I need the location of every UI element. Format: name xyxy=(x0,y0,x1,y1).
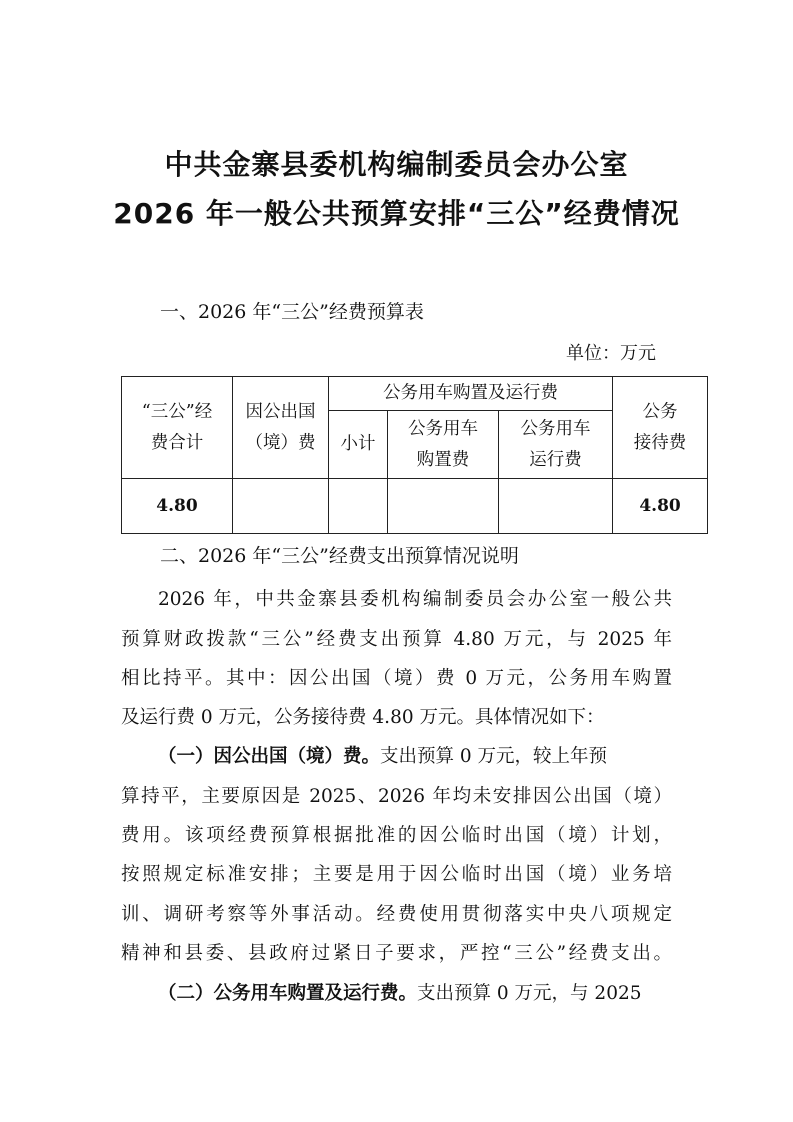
paragraph-3-line: （二）公务用车购置及运行费。支出预算 0 万元，与 2025 xyxy=(158,983,642,1004)
unit-label: 单位：万元 xyxy=(566,343,656,364)
header-vehicle-group: 公务用车购置及运行费 xyxy=(329,377,613,411)
header-abroad: 因公出国 （境）费 xyxy=(233,377,329,479)
document-title-line-1: 中共金寨县委机构编制委员会办公室 xyxy=(164,148,629,181)
value-total: 4.80 xyxy=(122,479,233,534)
budget-table xyxy=(121,376,708,534)
paragraph-2-label: （一）因公出国（境）费。 xyxy=(158,746,381,767)
paragraph-1-line: 2026 年，中共金寨县委机构编制委员会办公室一般公共 xyxy=(158,589,672,610)
value-vehicle-purchase xyxy=(388,479,499,534)
paragraph-2-line: 精神和县委、县政府过紧日子要求，严控“三公”经费支出。 xyxy=(121,943,672,964)
value-vehicle-operation xyxy=(499,479,613,534)
paragraph-2-line: 训、调研考察等外事活动。经费使用贯彻落实中央八项规定 xyxy=(121,904,672,925)
document-title-line-2: 2026 年一般公共预算安排“三公”经费情况 xyxy=(113,197,680,230)
header-vehicle-operation: 公务用车 运行费 xyxy=(499,411,613,479)
paragraph-2-line: 费用。该项经费预算根据批准的因公临时出国（境）计划， xyxy=(121,825,672,846)
header-vehicle-purchase: 公务用车 购置费 xyxy=(388,411,499,479)
header-subtotal: 小计 xyxy=(329,411,388,479)
value-abroad xyxy=(233,479,329,534)
section-2-heading: 二、2026 年“三公”经费支出预算情况说明 xyxy=(160,545,519,567)
paragraph-3-label: （二）公务用车购置及运行费。 xyxy=(158,983,418,1004)
value-reception: 4.80 xyxy=(613,479,708,534)
paragraph-1-line: 相比持平。其中：因公出国（境）费 0 万元，公务用车购置 xyxy=(121,668,672,689)
header-reception: 公务 接待费 xyxy=(613,377,708,479)
value-subtotal xyxy=(329,479,388,534)
section-1-heading: 一、2026 年“三公”经费预算表 xyxy=(160,301,424,323)
paragraph-2-line: 按照规定标准安排；主要是用于因公临时出国（境）业务培 xyxy=(121,864,672,885)
paragraph-2-line: 算持平，主要原因是 2025、2026 年均未安排因公出国（境） xyxy=(121,786,672,807)
header-total: “三公”经 费合计 xyxy=(122,377,233,479)
paragraph-1-line: 及运行费 0 万元，公务接待费 4.80 万元。具体情况如下： xyxy=(121,707,605,728)
paragraph-2-line: （一）因公出国（境）费。支出预算 0 万元，较上年预 xyxy=(158,746,608,767)
paragraph-1-line: 预算财政拨款“三公”经费支出预算 4.80 万元，与 2025 年 xyxy=(121,629,672,650)
